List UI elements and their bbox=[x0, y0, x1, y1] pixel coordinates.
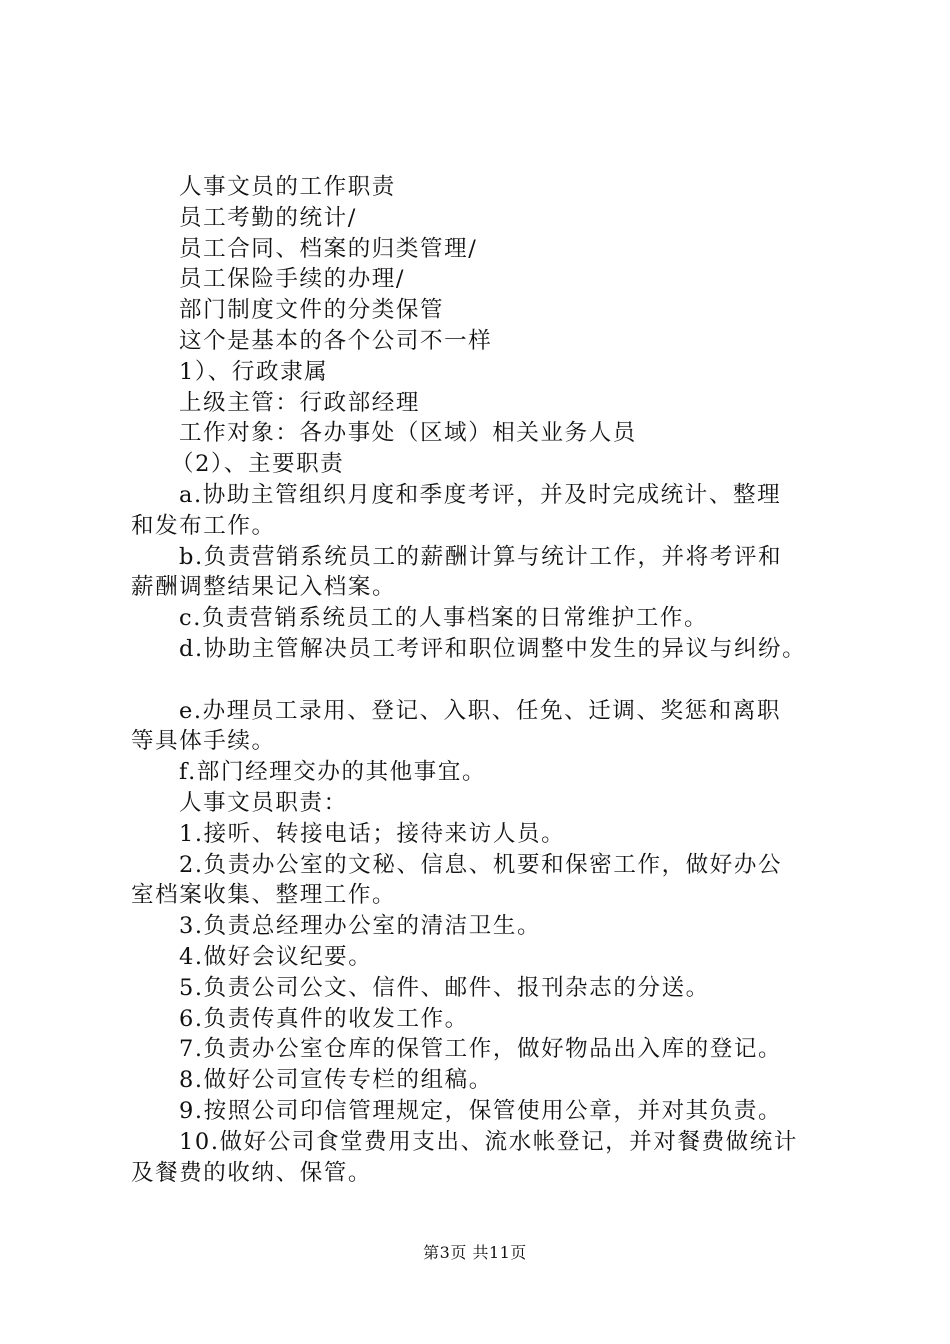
list-item-continuation: 和发布工作。 bbox=[131, 512, 276, 539]
list-item: 4.做好会议纪要。 bbox=[179, 943, 373, 970]
list-item: f.部门经理交办的其他事宜。 bbox=[179, 759, 487, 786]
list-item: 1.接听、转接电话；接待来访人员。 bbox=[179, 820, 566, 847]
page-number-footer: 第3页 共11页 bbox=[423, 1243, 527, 1262]
list-item: e.办理员工录用、登记、入职、任免、迁调、奖惩和离职 bbox=[179, 697, 782, 724]
list-item: 5.负责公司公文、信件、邮件、报刊杂志的分送。 bbox=[179, 974, 710, 1001]
list-item: 9.按照公司印信管理规定，保管使用公章，并对其负责。 bbox=[179, 1097, 783, 1124]
list-item: 8.做好公司宣传专栏的组稿。 bbox=[179, 1067, 493, 1094]
text-line: 员工合同、档案的归类管理/ bbox=[179, 235, 478, 262]
list-item: 3.负责总经理办公室的清洁卫生。 bbox=[179, 913, 542, 940]
list-item: 10.做好公司食堂费用支出、流水帐登记，并对餐费做统计 bbox=[179, 1128, 798, 1155]
document-body bbox=[131, 172, 837, 1188]
text-line: 工作对象：各办事处（区域）相关业务人员 bbox=[179, 420, 637, 447]
list-item: 2.负责办公室的文秘、信息、机要和保密工作，做好办公 bbox=[179, 851, 783, 878]
section-heading: （2）、主要职责 bbox=[171, 451, 345, 478]
text-line: 部门制度文件的分类保管 bbox=[179, 297, 445, 324]
list-item: b.负责营销系统员工的薪酬计算与统计工作，并将考评和 bbox=[179, 543, 783, 570]
list-item: a.协助主管组织月度和季度考评，并及时完成统计、整理 bbox=[179, 481, 782, 508]
list-item-continuation: 及餐费的收纳、保管。 bbox=[131, 1159, 373, 1186]
list-item: c.负责营销系统员工的人事档案的日常维护工作。 bbox=[179, 605, 709, 632]
list-item: 7.负责办公室仓库的保管工作，做好物品出入库的登记。 bbox=[179, 1036, 783, 1063]
text-line: 员工考勤的统计/ bbox=[179, 204, 357, 231]
text-line: 员工保险手续的办理/ bbox=[179, 266, 406, 293]
list-item-continuation: 室档案收集、整理工作。 bbox=[131, 882, 397, 909]
blank-line bbox=[131, 665, 837, 696]
list-item: d.协助主管解决员工考评和职位调整中发生的异议与纠纷。 bbox=[179, 635, 807, 662]
list-item-continuation: 薪酬调整结果记入档案。 bbox=[131, 574, 397, 601]
section-heading: 人事文员职责： bbox=[179, 789, 348, 816]
section-heading: 1）、行政隶属 bbox=[179, 358, 329, 385]
document-title: 人事文员的工作职责 bbox=[179, 174, 396, 200]
text-line: 这个是基本的各个公司不一样 bbox=[179, 327, 493, 354]
list-item-continuation: 等具体手续。 bbox=[131, 728, 276, 755]
text-line: 上级主管：行政部经理 bbox=[179, 389, 421, 416]
list-item: 6.负责传真件的收发工作。 bbox=[179, 1005, 469, 1032]
